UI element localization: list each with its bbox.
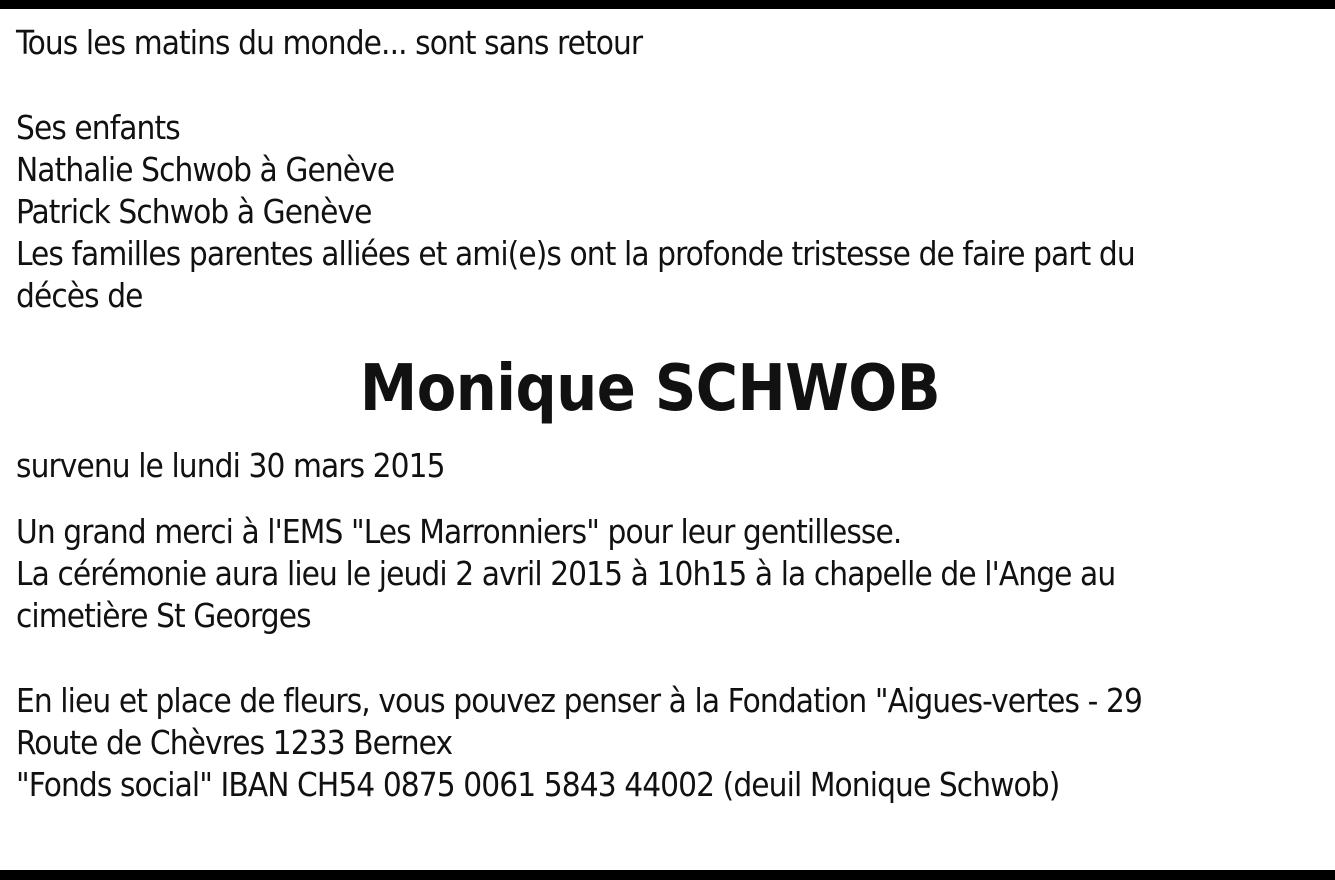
spacer bbox=[16, 64, 1316, 107]
epigraph: Tous les matins du monde... sont sans retour bbox=[16, 23, 643, 62]
donation-text: Route de Chèvres 1233 Bernex bbox=[16, 723, 453, 762]
date-of-death: survenu le lundi 30 mars 2015 bbox=[16, 446, 445, 485]
family-intro: Ses enfants bbox=[16, 108, 180, 147]
spacer bbox=[16, 487, 1316, 511]
child-name: Patrick Schwob à Genève bbox=[16, 192, 372, 231]
announcement-text: Les familles parentes alliées et ami(e)s ont la profonde tristesse de faire part du bbox=[16, 234, 1135, 273]
bottom-border-rule bbox=[0, 870, 1335, 880]
spacer bbox=[16, 637, 1316, 680]
thanks-text: Un grand merci à l'EMS "Les Marronniers" pour leur gentillesse. bbox=[16, 512, 902, 551]
donation-text: En lieu et place de fleurs, vous pouvez penser à la Fondation "Aigues-vertes - 29 bbox=[16, 681, 1142, 720]
deceased-name: Monique SCHWOB bbox=[359, 352, 941, 426]
ceremony-text: La cérémonie aura lieu le jeudi 2 avril 2015 à 10h15 à la chapelle de l'Ange au bbox=[16, 554, 1116, 593]
announcement-text: décès de bbox=[16, 276, 143, 315]
top-border-rule bbox=[0, 0, 1335, 9]
donation-iban: "Fonds social" IBAN CH54 0875 0061 5843 44002 (deuil Monique Schwob) bbox=[16, 765, 1060, 804]
obituary-notice bbox=[16, 22, 1316, 806]
child-name: Nathalie Schwob à Genève bbox=[16, 150, 395, 189]
ceremony-text: cimetière St Georges bbox=[16, 596, 311, 635]
